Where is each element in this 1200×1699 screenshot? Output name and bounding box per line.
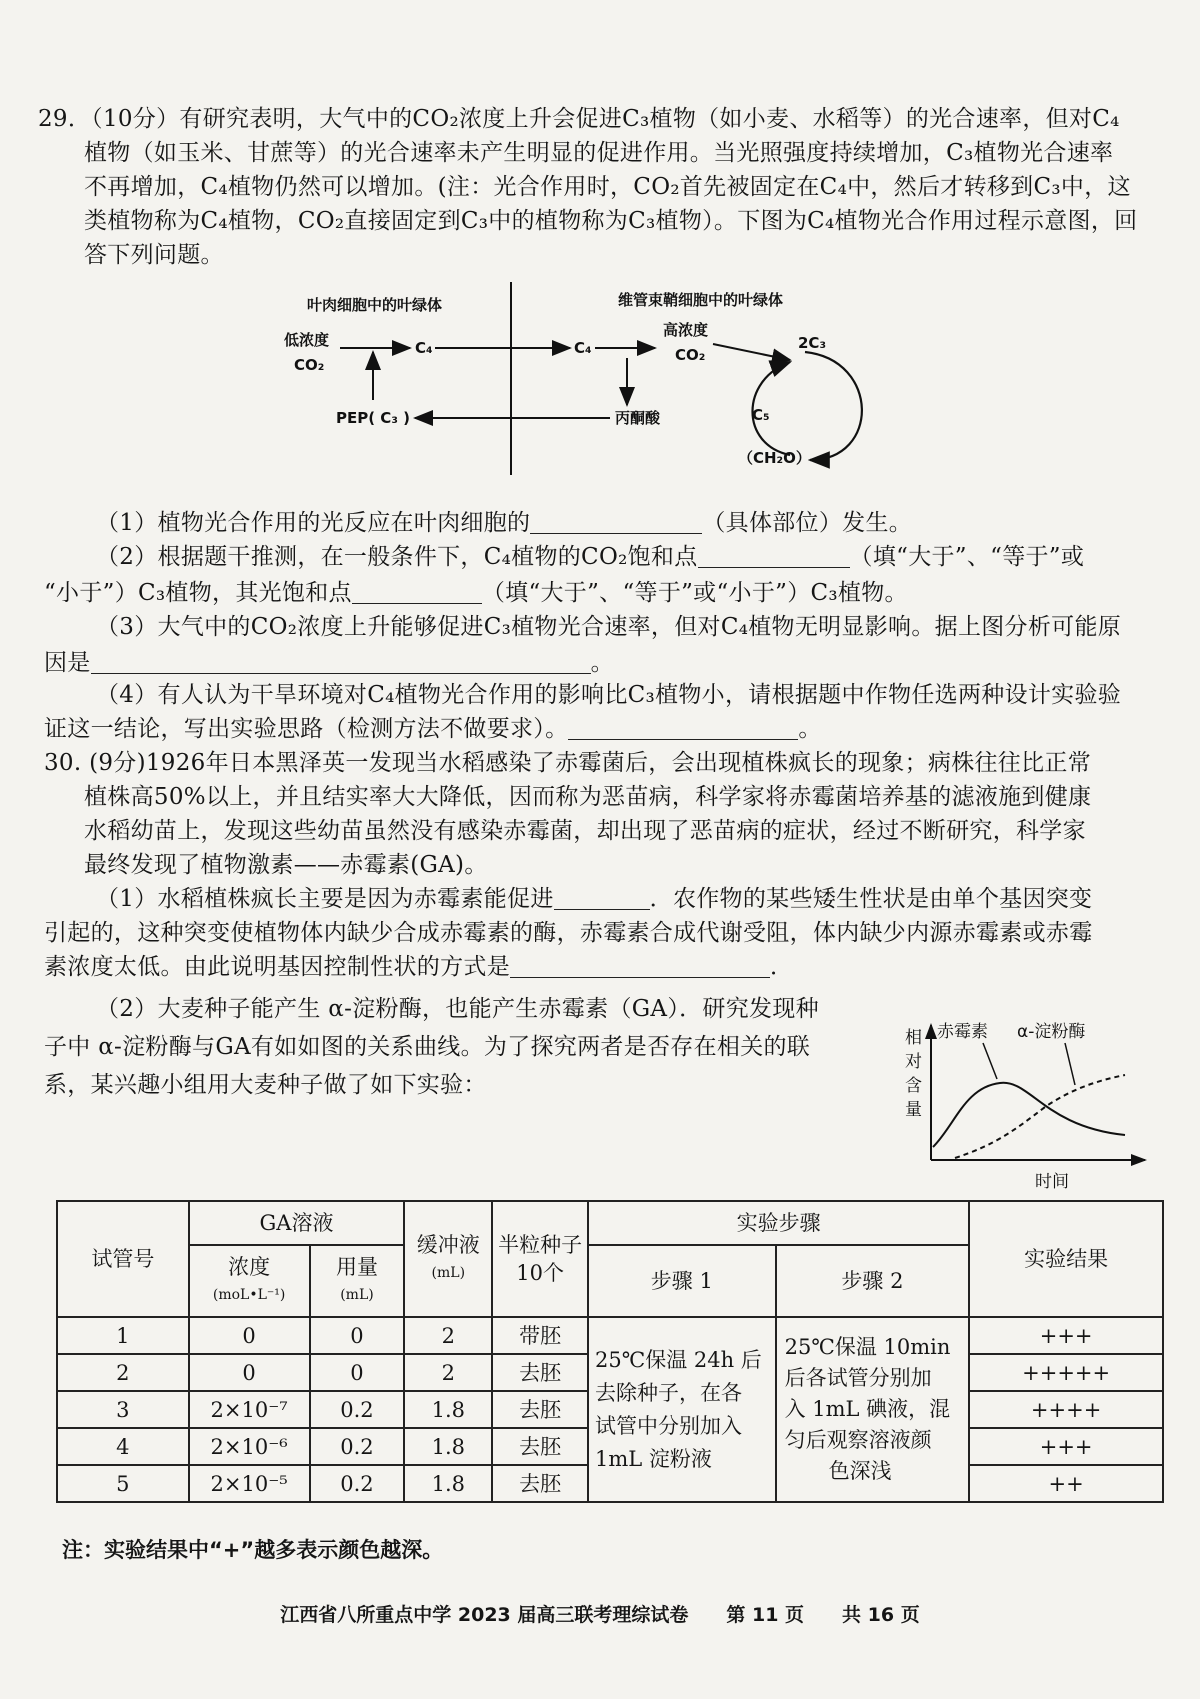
diagram-left-title: 叶肉细胞中的叶绿体 — [307, 296, 443, 314]
q30-sub1-text-d: 素浓度太低。由此说明基因控制性状的方式是 — [44, 954, 510, 980]
experiment-table — [56, 1200, 1164, 1503]
cell-conc: 0 — [189, 1317, 310, 1354]
th-vol-unit: (mL) — [340, 1287, 374, 1303]
cell-seed: 去胚 — [492, 1465, 588, 1502]
cell-tube: 4 — [57, 1428, 189, 1465]
q29-sub3-line2 — [44, 646, 614, 680]
q29-sub3-blank[interactable] — [91, 649, 591, 674]
q29-intro-line-4: 类植物称为C₄植物，CO₂直接固定到C₃中的植物称为C₃植物）。下图为C₄植物光合作用过程示意图，回 — [84, 208, 1138, 234]
cell-tube: 5 — [57, 1465, 189, 1502]
q29-sub2-text-c: “小于”）C₃植物，其光饱和点 — [44, 580, 352, 606]
cell-seed: 去胚 — [492, 1354, 588, 1391]
cell-result: +++ — [969, 1428, 1163, 1465]
q30-intro-line-4: 最终发现了植物激素——赤霉素(GA)。 — [84, 852, 488, 878]
cell-result: ++ — [969, 1465, 1163, 1502]
q29-sub3-text-c: 。 — [590, 650, 614, 676]
q29-sub3-line1: （3）大气中的CO₂浓度上升能够促进C₃植物光合速率，但对C₄植物无明显影响。据上图分析可能原 — [96, 614, 1122, 640]
q30-sub2-line3: 系，某兴趣小组用大麦种子做了如下实验： — [44, 1072, 487, 1098]
diagram-c4-right: C₄ — [574, 339, 592, 357]
graph-label-amylase: α-淀粉酶 — [1017, 1022, 1086, 1042]
graph-xlabel: 时间 — [1035, 1172, 1069, 1190]
graph-label-ga: 赤霉素 — [937, 1022, 988, 1042]
th-step2: 步骤 2 — [776, 1245, 970, 1317]
cell-seed: 去胚 — [492, 1391, 588, 1428]
diagram-co2-right: CO₂ — [675, 346, 706, 364]
q30-sub1-text-a: （1）水稻植株疯长主要是因为赤霉素能促进 — [96, 886, 554, 912]
q30-intro-line-3: 水稻幼苗上，发现这些幼苗虽然没有感染赤霉菌，却出现了恶苗病的症状，经过不断研究，科学家 — [84, 818, 1086, 844]
cell-buffer: 1.8 — [404, 1428, 492, 1465]
cell-step2 — [776, 1317, 970, 1502]
q29-sub3-text-b: 因是 — [44, 650, 91, 676]
cell-tube: 1 — [57, 1317, 189, 1354]
q29-sub2-line1 — [96, 540, 1084, 574]
graph-curve-amylase — [955, 1075, 1125, 1158]
q30-sub1-line3 — [44, 950, 793, 984]
q29-sub4-text-b: 证这一结论，写出实验思路（检测方法不做要求）。 — [44, 716, 569, 742]
q30-intro-line-2: 植株高50%以上，并且结实率大大降低，因而称为恶苗病，科学家将赤霉菌培养基的滤液施到健康 — [84, 784, 1092, 810]
q29-sub1 — [96, 506, 912, 540]
q29-sub1-text-b: （具体部位）发生。 — [702, 510, 913, 536]
step2-line-2: 后各试管分别加 — [784, 1366, 932, 1390]
diagram-pep: PEP( C₃ ) — [336, 409, 410, 427]
cell-vol: 0 — [310, 1317, 405, 1354]
q29-intro-line-2: 植物（如玉米、甘蔗等）的光合速率未产生明显的促进作用。当光照强度持续增加，C₃植物光合速率 — [84, 140, 1114, 166]
th-steps: 实验步骤 — [588, 1201, 969, 1245]
q29-intro-line-5: 答下列问题。 — [84, 242, 224, 268]
cell-vol: 0.2 — [310, 1428, 405, 1465]
c4-photosynthesis-diagram — [270, 280, 910, 510]
th-buffer — [404, 1201, 492, 1317]
cell-conc: 2×10⁻⁶ — [189, 1428, 310, 1465]
diagram-low-conc: 低浓度 — [284, 331, 330, 349]
cell-step1 — [588, 1317, 776, 1502]
q29-sub2-text-b: （填“大于”、“等于”或 — [849, 544, 1085, 570]
step1-line-4: 1mL 淀粉液 — [595, 1446, 712, 1471]
diagram-c5: C₅ — [752, 406, 770, 424]
cell-result: +++ — [969, 1317, 1163, 1354]
cell-seed: 带胚 — [492, 1317, 588, 1354]
step2-line-3: 入 1mL 碘液，混 — [784, 1397, 951, 1421]
cell-buffer: 2 — [404, 1317, 492, 1354]
th-conc — [189, 1245, 310, 1317]
q29-sub2-blank-2[interactable] — [352, 579, 482, 604]
th-buffer-label: 缓冲液 — [416, 1233, 480, 1257]
graph-ylabel-4: 量 — [905, 1100, 922, 1120]
diagram-2c3: 2C₃ — [798, 334, 827, 352]
th-seed — [492, 1201, 588, 1317]
graph-curve-ga — [933, 1083, 1125, 1147]
q29-sub2-text-a: （2）根据题干推测，在一般条件下，C₄植物的CO₂饱和点 — [96, 544, 698, 570]
q29-sub1-blank[interactable] — [530, 509, 702, 534]
cell-seed: 去胚 — [492, 1428, 588, 1465]
q30-sub2-line1: （2）大麦种子能产生 α-淀粉酶，也能产生赤霉素（GA）．研究发现种 — [96, 996, 819, 1022]
graph-leader-ga — [983, 1043, 997, 1079]
th-conc-label: 浓度 — [228, 1255, 271, 1279]
q30-sub1-blank-1[interactable] — [554, 885, 650, 910]
q29-sub4-text-c: 。 — [798, 716, 822, 742]
q30-sub1-text-e: ． — [770, 954, 794, 980]
cell-tube: 3 — [57, 1391, 189, 1428]
diagram-c4-left: C₄ — [415, 339, 433, 357]
cell-conc: 2×10⁻⁷ — [189, 1391, 310, 1428]
step1-line-2: 去除种子，在各 — [595, 1380, 742, 1405]
ga-amylase-graph — [905, 1015, 1155, 1190]
step1-line-3: 试管中分别加入 — [595, 1413, 742, 1438]
step2-line-1: 25℃保温 10min — [784, 1335, 951, 1359]
cell-vol: 0 — [310, 1354, 405, 1391]
q29-sub4-blank[interactable] — [568, 715, 798, 740]
q30-intro-line-1: 30. (9分)1926年日本黑泽英一发现当水稻感染了赤霉菌后，会出现植株疯长的现象；病株往往比正常 — [44, 750, 1092, 776]
table-note: 注：实验结果中“+”越多表示颜色越深。 — [62, 1538, 444, 1562]
step1-line-1: 25℃保温 24h 后 — [595, 1347, 762, 1372]
q29-intro-line-3: 不再增加，C₄植物仍然可以增加。(注：光合作用时，CO₂首先被固定在C₄中，然后才转移到C₃中，这 — [84, 174, 1131, 200]
cell-tube: 2 — [57, 1354, 189, 1391]
step2-line-5: 色深浅 — [828, 1459, 892, 1483]
q29-sub1-text-a: （1）植物光合作用的光反应在叶肉细胞的 — [96, 510, 531, 536]
calvin-cycle-arc-right — [805, 352, 862, 460]
graph-ylabel-1: 相 — [905, 1028, 922, 1048]
q29-sub4-line2 — [44, 712, 822, 746]
table-row — [57, 1317, 1163, 1354]
q29-sub2-blank-1[interactable] — [698, 543, 850, 568]
th-tube: 试管号 — [57, 1201, 189, 1317]
diagram-ch2o: （CH₂O） — [738, 449, 811, 467]
cell-conc: 0 — [189, 1354, 310, 1391]
th-buffer-unit: (mL) — [431, 1265, 466, 1281]
diagram-right-title: 维管束鞘细胞中的叶绿体 — [618, 291, 784, 309]
q29-sub2-line2 — [44, 576, 908, 610]
q30-sub2-line2: 子中 α-淀粉酶与GA有如如图的关系曲线。为了探究两者是否存在相关的联 — [44, 1034, 811, 1060]
cell-buffer: 1.8 — [404, 1391, 492, 1428]
graph-ylabel-3: 含 — [905, 1076, 922, 1096]
page-footer: 江西省八所重点中学 2023 届高三联考理综试卷 第 11 页 共 16 页 — [280, 1604, 920, 1626]
diagram-high-conc: 高浓度 — [663, 321, 709, 339]
cell-buffer: 2 — [404, 1354, 492, 1391]
cell-result: ++++ — [969, 1391, 1163, 1428]
th-seed-count: 10个 — [516, 1261, 564, 1285]
cell-buffer: 1.8 — [404, 1465, 492, 1502]
q30-sub1-line2: 引起的，这种突变使植物体内缺少合成赤霉素的酶，赤霉素合成代谢受阻，体内缺少内源赤霉素或赤霉 — [44, 920, 1093, 946]
q29-sub4-line1: （4）有人认为干旱环境对C₄植物光合作用的影响比C₃植物小，请根据题中作物任选两种设计实验验 — [96, 682, 1122, 708]
q30-sub1-line1 — [96, 882, 1092, 916]
arrow-co2-to-2c3 — [713, 344, 790, 360]
th-ga: GA溶液 — [189, 1201, 405, 1245]
diagram-pyruvate: 丙酮酸 — [615, 409, 661, 427]
graph-leader-amylase — [1065, 1043, 1075, 1085]
th-step1: 步骤 1 — [588, 1245, 776, 1317]
th-vol — [310, 1245, 405, 1317]
th-result: 实验结果 — [969, 1201, 1163, 1317]
diagram-co2-left: CO₂ — [294, 356, 325, 374]
q29-sub2-text-d: （填“大于”、“等于”或“小于”）C₃植物。 — [481, 580, 908, 606]
cell-vol: 0.2 — [310, 1465, 405, 1502]
cell-result: +++++ — [969, 1354, 1163, 1391]
q30-sub1-blank-2[interactable] — [510, 953, 770, 978]
th-vol-label: 用量 — [335, 1255, 378, 1279]
step2-line-4: 匀后观察溶液颜 — [784, 1428, 932, 1452]
th-seed-label: 半粒种子 — [498, 1233, 583, 1257]
cell-conc: 2×10⁻⁵ — [189, 1465, 310, 1502]
q30-sub1-text-b: ．农作物的某些矮生性状是由单个基因突变 — [649, 886, 1093, 912]
th-conc-unit: (moL•L⁻¹) — [212, 1287, 286, 1303]
q29-intro-line-1: 29．（10分）有研究表明，大气中的CO₂浓度上升会促进C₃植物（如小麦、水稻等）的光合速率，但对C₄ — [38, 106, 1120, 132]
graph-ylabel-2: 对 — [905, 1052, 922, 1072]
cell-vol: 0.2 — [310, 1391, 405, 1428]
